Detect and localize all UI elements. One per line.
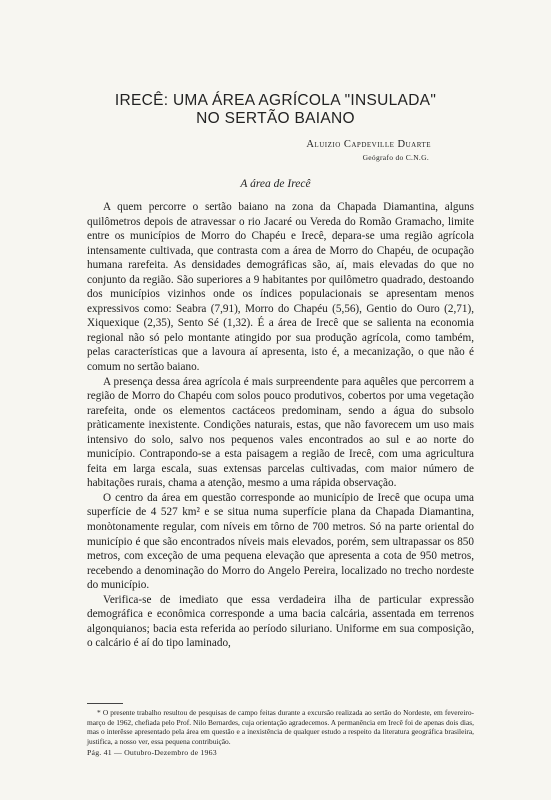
paragraph-4: Verifica-se de imediato que essa verdadeira ilha de particular expressão demográfica e econômica corresponde a uma bacia calcária, assentada em terrenos algonquianos; bacia esta referida ao período siluriano. Uniforme em sua composição, o calcário é aí do tipo laminado, xyxy=(87,593,474,650)
title-line-1: IRECÊ: UMA ÁREA AGRÍCOLA "INSULADA" xyxy=(114,92,437,109)
article-title xyxy=(0,92,551,128)
title-line-2: NO SERTÃO BAIANO xyxy=(196,110,355,127)
page-footer: Pág. 41 — Outubro-Dezembro de 1963 xyxy=(87,748,217,757)
paragraph-2: A presença dessa área agrícola é mais surpreendente para aquêles que percorrem a região de Morro do Chapéu com solos pouco produtivos, cobertos por uma vegetação rarefeita, onde os elementos cactáceos predominam, sendo a água do subsolo pràticamente inexistente. Condições naturais, estas, que não favorecem um uso mais intensivo do solo, salvo nos pequenos vales encontrados ao sul e ao norte do município. Contrapondo-se a esta paisagem a região de Irecê, com uma agricultura feita em larga escala, suas extensas parcelas cultivadas, com maior número de habitações rurais, chama a atenção, mesmo a uma rápida observação. xyxy=(87,375,474,490)
author-name: Aluizio Capdeville Duarte xyxy=(306,139,431,150)
article-body xyxy=(87,200,474,651)
author-affiliation: Geógrafo do C.N.G. xyxy=(362,153,429,162)
footnote xyxy=(87,708,474,746)
section-title: A área de Irecê xyxy=(240,178,311,190)
footnote-divider xyxy=(87,703,123,704)
footnote-text: * O presente trabalho resultou de pesquisas de campo feitas durante a excursão realizada ao sertão do Nordeste, em fevereiro-março de 1962, chefiada pelo Prof. Nilo Bernardes, cuja orientação agradecemos. A permanência em Irecê foi de apenas dois dias, mas o interêsse apresentado pela área em questão e a inexistência de qualquer estudo a respeito da literatura geográfica brasileira, justifica, a nosso ver, essa pequena contribuição. xyxy=(87,708,474,746)
paragraph-3: O centro da área em questão corresponde ao município de Irecê que ocupa uma superfície de 4 527 km² e se situa numa superfície plana da Chapada Diamantina, monòtonamente regular, com níveis em tôrno de 700 metros. Só na parte oriental do município é que são encontrados níveis mais elevados, porém, sem ultrapassar os 850 metros, com exceção de uma pequena elevação que apresenta a cota de 950 metros, recebendo a denominação do Morro do Angelo Pereira, localizado no trecho nordeste do município. xyxy=(87,491,474,592)
paragraph-1: A quem percorre o sertão baiano na zona da Chapada Diamantina, alguns quilômetros depois de atravessar o rio Jacaré ou Vereda do Romão Gramacho, limite entre os municípios de Morro do Chapéu e Irecê, depara-se uma região agrícola intensamente cultivada, que contrasta com a área de Morro do Chapéu, de ocupação humana rarefeita. As densidades demográficas são, aí, mais elevadas do que no conjunto da região. São superiores a 9 habitantes por quilômetro quadrado, destoando dos municípios vizinhos onde os índices populacionais se apresentam menos expressivos como: Seabra (7,91), Morro do Chapéu (5,56), Gentio do Ouro (2,71), Xiquexique (2,35), Sento Sé (1,32). É a área de Irecê que se salienta na economia regional não só pelo montante atingido por sua produção agrícola, como também, pelas características que a lavoura aí apresenta, isto é, a mecanização, o que não é comum no sertão baiano. xyxy=(87,201,474,374)
